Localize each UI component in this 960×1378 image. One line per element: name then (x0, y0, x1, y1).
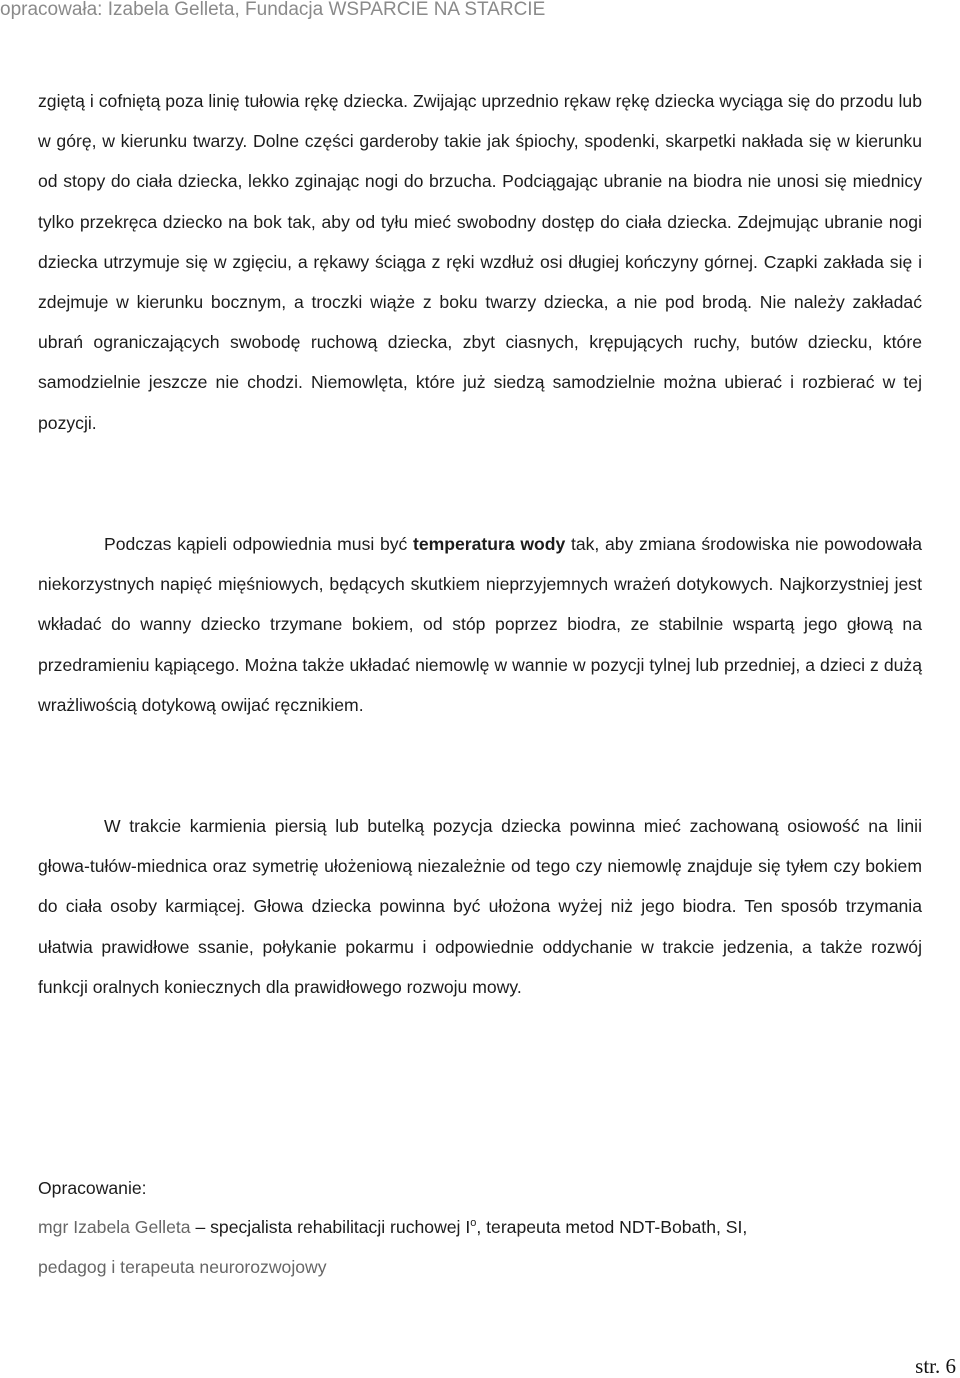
credits-line-1 (38, 1207, 922, 1247)
text-before: Podczas kąpieli odpowiednia musi być (104, 534, 413, 554)
credits-label: Opracowanie: (38, 1178, 147, 1198)
emphasis-water-temperature: temperatura wody (412, 534, 566, 554)
credits-line-2: pedagog i terapeuta neurorozwojowy (38, 1257, 327, 1278)
page-header: opracowała: Izabela Gelleta, Fundacja WSPARCIE NA STARCIE (0, 0, 546, 20)
paragraph-text: W trakcie karmienia piersią lub butelką pozycja dziecka powinna mieć zachowaną osiowość na linii głowa-tułów-miednica oraz symetrię ułożeniową niezależnie od tego czy niemowlę znajduje się tyłem czy bokiem do ciała osoby karmiącej. Głowa dziecka powinna być ułożona wyżej niż jego biodra. Ten sposób trzymania ułatwia prawidłowe ssanie, połykanie pokarmu i odpowiednie oddychanie w trakcie jedzenia, a także rozwój funkcji oralnych koniecznych dla prawidłowego rozwoju mowy. (38, 816, 922, 997)
paragraph-dressing (38, 81, 922, 443)
author-dash: – (190, 1217, 211, 1237)
author-name: mgr Izabela Gelleta (38, 1217, 191, 1237)
author-role-superscript: o (470, 1217, 477, 1230)
author-role-rest: , terapeuta metod NDT-Bobath, SI, (476, 1217, 748, 1237)
paragraph-bathing (38, 524, 922, 725)
credits-author (38, 1207, 922, 1287)
paragraph-text: zgiętą i cofniętą poza linię tułowia rękę dziecka. Zwijając uprzednio rękaw rękę dziecka wyciąga się do przodu lub w górę, w kierunku twarzy. Dolne części garderoby takie jak śpiochy, spodenki, skarpetki nakłada się w kierunku od stopy do ciała dziecka, lekko zginając nogi do brzucha. Podciągając ubranie na biodra nie unosi się miednicy tylko przekręca dziecko na bok tak, aby od tyłu mieć swobodny dostęp do ciała dziecka. Zdejmując ubranie nogi dziecka utrzymuje się w zgięciu, a rękawy ściąga z ręki wzdłuż osi długiej kończyny górnej. Czapki zakłada się i zdejmuje w kierunku bocznym, a troczki wiąże z boku twarzy dziecka, a nie pod brodą. Nie należy zakładać ubrań ograniczających swobodę ruchową dziecka, zbyt ciasnych, krępujących ruchy, butów dziecku, które samodzielnie jeszcze nie chodzi. Niemowlęta, które już siedzą samodzielnie można ubierać i rozbierać w tej pozycji. (38, 91, 922, 433)
text-after: tak, aby zmiana środowiska nie powodowała niekorzystnych napięć mięśniowych, będących skutkiem nieprzyjemnych wrażeń dotykowych. Najkorzystniej jest wkładać do wanny dziecko trzymane bokiem, od stóp poprzez biodra, ze stabilnie wspartą jego głową na przedramieniu kąpiącego. Można także układać niemowlę w wannie w pozycji tylnej lub przedniej, a dzieci z dużą wrażliwością dotykową owijać ręcznikiem. (38, 534, 922, 715)
paragraph-text (38, 524, 922, 725)
paragraph-feeding (38, 806, 922, 1007)
page-number: str. 6 (915, 1354, 956, 1378)
author-role: specjalista rehabilitacji ruchowej I (210, 1217, 471, 1237)
